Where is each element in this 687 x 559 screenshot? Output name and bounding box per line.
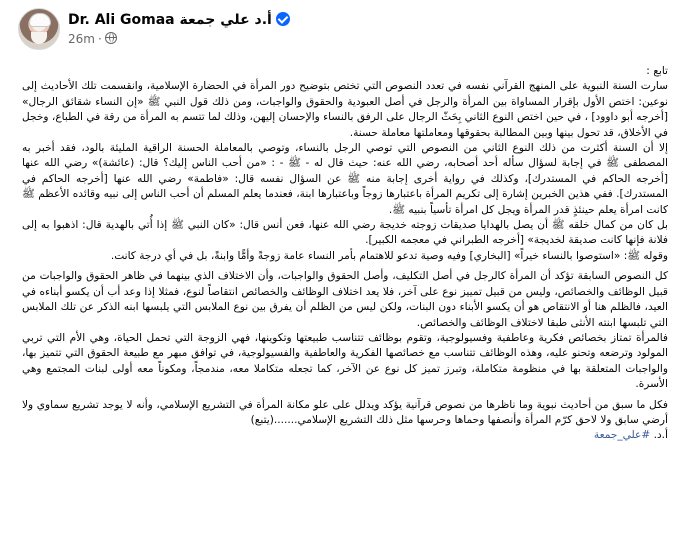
post-signature — [22, 428, 668, 443]
post-paragraph: وقوله ﷺ: «استوصوا بالنساء خيراً» [البخاري] وفيه وصية تدعو للاهتمام بأمر النساء عامة زوجةً وأمًّا وابنةً، بل في أي درجة كانت. — [110, 249, 668, 262]
post-body — [22, 64, 668, 444]
post-header — [0, 0, 687, 56]
signature-text: أ.د. — [653, 429, 668, 442]
post-timestamp[interactable]: 26m — [68, 32, 95, 46]
author-name-link[interactable] — [68, 12, 290, 28]
post-paragraph: فكل ما سبق من أحاديث نبوية وما ناظرها من نصوص قرآنية يؤكد ويدلل على علو مكانة المرأة في التشريع الإسلامي، وأنه لا يوجد تشريع سماوي ولا أرضي سابق ولا لاحق كرّم المرأة وأنصفها وحماها وحرسها مثل ذلك التشريع الإسلامي.......(يتبع) — [22, 398, 668, 426]
avatar-beard — [31, 32, 47, 44]
post-paragraph: سارت السنة النبوية على المنهج القرآني نفسه في تعدد النصوص التي تختص بتوضيح دور المرأة في الحضارة الإسلامية، وانقسمت تلك الأحاديث إلى نوعين: اختص الأول بإقرار المساواة بين المرأة والرجل في أصل العبودية والحقوق والواجبات، ومن ذلك قول النبي ﷺ «إن النساء شقائق الرجال» [أخرجه أبو داوود] ، في حين اختص النوع الثاني بِحَثّ الرجال على الرفق بالنساء والإحسان إليهن، وذلك لما تتسم به المرأة من رقة في الطباع، وخجل في الأخلاق، قد تحول بينها وبين المطالبة بحقوقها ومعاملتها معاملة حسنة. — [22, 80, 668, 139]
meta-separator: · — [97, 32, 102, 46]
avatar-turban — [29, 13, 51, 27]
verified-badge-icon — [276, 12, 290, 26]
author-avatar[interactable] — [18, 8, 60, 50]
globe-icon[interactable] — [105, 32, 117, 44]
post-meta — [68, 32, 117, 46]
hashtag-link[interactable]: #علي_جمعة — [593, 429, 651, 442]
post-paragraph: فالمرأة تمتاز بخصائص فكرية وعاطفية وفسيولوجية، وتقوم بوظائف تتناسب طبيعتها وتكوينها، فهي الزوجة التي تحمل الحياة، وهي الأم التي تربي المولود وترضعه وتحنو عليه، وهذه الوظائف تتناسب مع خصائصها الفكرية والعاطفية والفسيولوجية، في توافق مبهر مع طبيعة الحقوق التي تتميز بها، والواجبات المتعلقة بها في منظومة متكاملة، وتبرز تميز كل نوع عن الآخر، كما تجعله متكاملا معه، مندمجاً، ومكوناً معه أولى لبنات المجتمع وهي الأسرة. — [22, 331, 668, 391]
author-name[interactable]: Dr. Ali Gomaa أ.د علي جمعة — [68, 12, 272, 28]
post-paragraph: إلا أن السنة أكثرت من ذلك النوع الثاني من النصوص التي توصي الرجل بالنساء، وتوصي بالمعاملة الحسنة الراقية المليئة بالود، فقد أخبر به المصطفى ﷺ في إجابة لسؤال سأله أحد أصحابه، رضي الله عنه: حيث قال له - ﷺ - : «من أحب الناس إليك؟ قال: (عائشة)» رضي الله عنها [أخرجه الحاكم في المستدرك]، وكذلك في رواية أخرى إجابة منه ﷺ عن السؤال نفسه قال: «فاطمة» رضي الله عنها [أخرجه الحاكم في المستدرك]. ففي هذين الخبرين إشارة إلى تكريم المرأة باعتبارها زوجاً وباعتبارها ابنة، فعندما يعلم المسلم أن أحب الناس إلى نبيه وقائده الأعظم ﷺ كانت امرأة يعلم حينئذٍ قدر المرأة ويجل كل امرأة تأسياً بنبيه ﷺ. — [22, 142, 668, 216]
post-paragraph: كل النصوص السابقة تؤكد أن المرأة كالرجل في أصل التكليف، وأصل الحقوق والواجبات، وأن الاختلاف الذي بينهما في ظاهر الحقوق والواجبات من قبيل الوظائف والخصائص، وليس من قبيل تمييز نوع على آخر، فلا يعد اختلاف الوظائف والخصائص انتقاصاً لنوع، فمثلا إذا وعد أب أن يكسو أبناءه في العيد، فالظلم هنا أو الانتقاص هو أن يكسو الأبناء دون البنات، ولكن ليس من الظلم أن يفرق بين نوع الملابس التي يلبسها ابنه الذكر عن تلك الملابس التي تلبسها ابنته الأنثى طبقا لاختلاف الوظائف والخصائص. — [22, 270, 668, 329]
post-paragraph: بل كان من كمال خلقه ﷺ أن يصل بالهدايا صديقات زوجته خديجة رضي الله عنها، فعن أنس قال: «كان النبي ﷺ إذا أُتي بالهدية قال: اذهبوا به إلى فلانة فإنها كانت صديقة لخديجة» [أخرجه الطبراني في معجمه الكبير]. — [22, 219, 668, 247]
post-paragraph: تابع : — [646, 65, 668, 77]
